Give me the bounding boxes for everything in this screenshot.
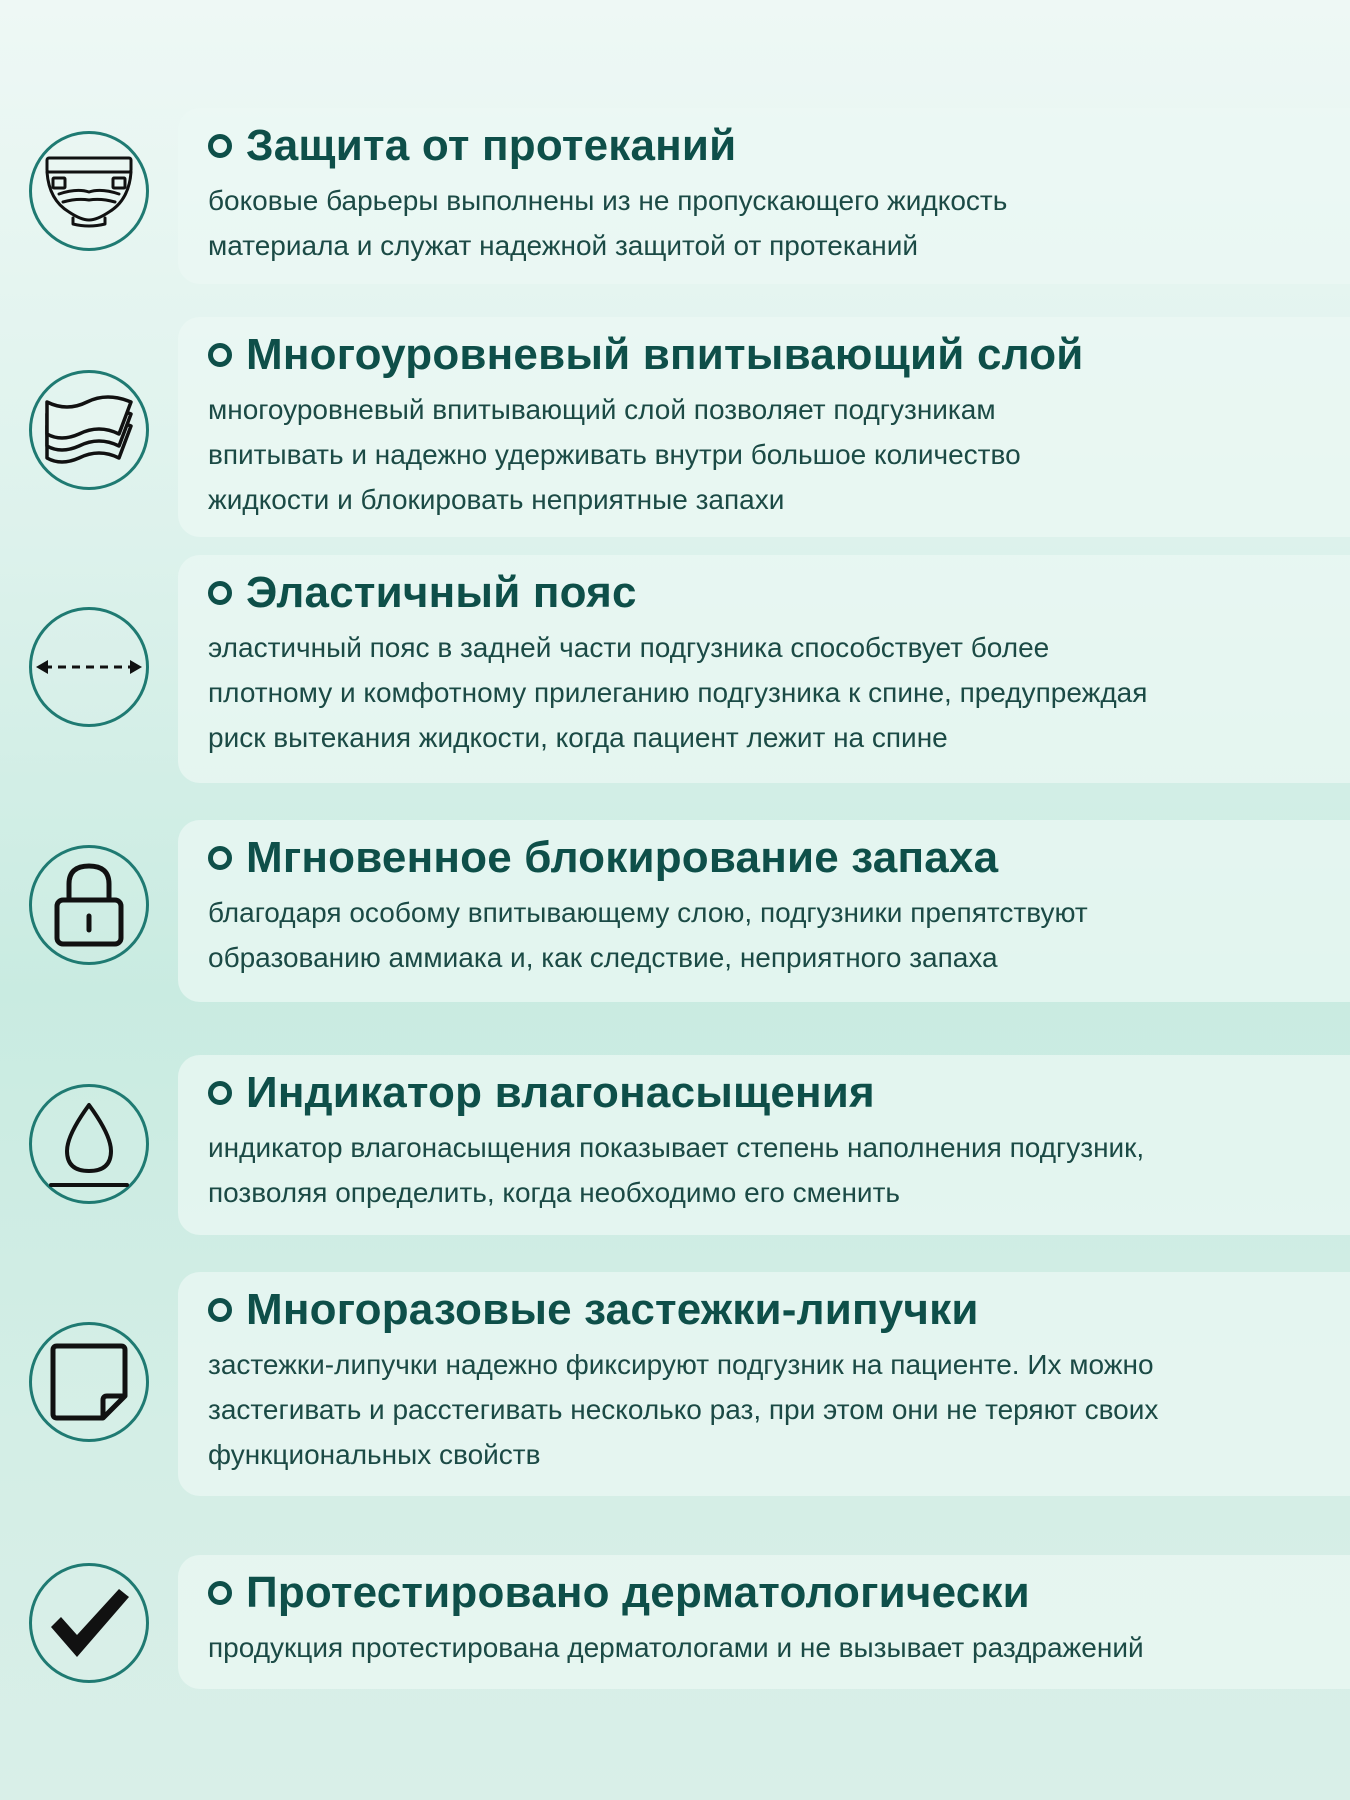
feature-title (208, 1567, 1326, 1619)
water-drop-icon (29, 1084, 149, 1204)
feature-title (208, 832, 1326, 884)
stretch-arrows-icon (29, 607, 149, 727)
feature-description: продукция протестирована дерматологами и не вызывает раздражений (208, 1632, 1144, 1663)
feature-title (208, 120, 1326, 172)
feature-card (178, 108, 1350, 284)
feature-description: застежки-липучки надежно фиксируют подгузник на пациенте. Их можно застегивать и расстегивать несколько раз, при этом они не теряют своих функциональных свойств (208, 1349, 1159, 1470)
feature-description: благодаря особому впитывающему слою, подгузники препятствуют образованию аммиака и, как следствие, неприятного запаха (208, 897, 1088, 973)
feature-description: многоуровневый впитывающий слой позволяет подгузникам впитывать и надежно удерживать внутри большое количество жидкости и блокировать неприятные запахи (208, 394, 1021, 515)
bullet-icon (208, 343, 232, 367)
feature-title-text: Протестировано дерматологически (246, 1568, 1030, 1617)
sticky-note-icon (29, 1322, 149, 1442)
feature-card (178, 1555, 1350, 1689)
feature-title-text: Индикатор влагонасыщения (246, 1068, 875, 1117)
feature-title (208, 567, 1326, 619)
feature-title-text: Мгновенное блокирование запаха (246, 833, 999, 882)
feature-title-text: Защита от протеканий (246, 121, 737, 170)
feature-description: боковые барьеры выполнены из не пропускающего жидкость материала и служат надежной защитой от протеканий (208, 185, 1008, 261)
feature-card (178, 1272, 1350, 1496)
bullet-icon (208, 134, 232, 158)
lock-icon (29, 845, 149, 965)
bullet-icon (208, 1298, 232, 1322)
feature-description: индикатор влагонасыщения показывает степень наполнения подгузник, позволяя определить, когда необходимо его сменить (208, 1132, 1145, 1208)
bullet-icon (208, 1581, 232, 1605)
feature-card (178, 820, 1350, 1002)
feature-card (178, 555, 1350, 783)
feature-card (178, 317, 1350, 537)
feature-title-text: Многоуровневый впитывающий слой (246, 330, 1084, 379)
bullet-icon (208, 846, 232, 870)
feature-card (178, 1055, 1350, 1235)
diaper-icon (29, 131, 149, 251)
layers-icon (29, 370, 149, 490)
bullet-icon (208, 1081, 232, 1105)
feature-title (208, 1284, 1326, 1336)
feature-title (208, 329, 1326, 381)
feature-title-text: Эластичный пояс (246, 568, 637, 617)
bullet-icon (208, 581, 232, 605)
feature-title (208, 1067, 1326, 1119)
feature-title-text: Многоразовые застежки-липучки (246, 1285, 979, 1334)
feature-description: эластичный пояс в задней части подгузника способствует более плотному и комфотному прилеганию подгузника к спине, предупреждая риск вытекания жидкости, когда пациент лежит на спине (208, 632, 1148, 753)
checkmark-icon (29, 1563, 149, 1683)
